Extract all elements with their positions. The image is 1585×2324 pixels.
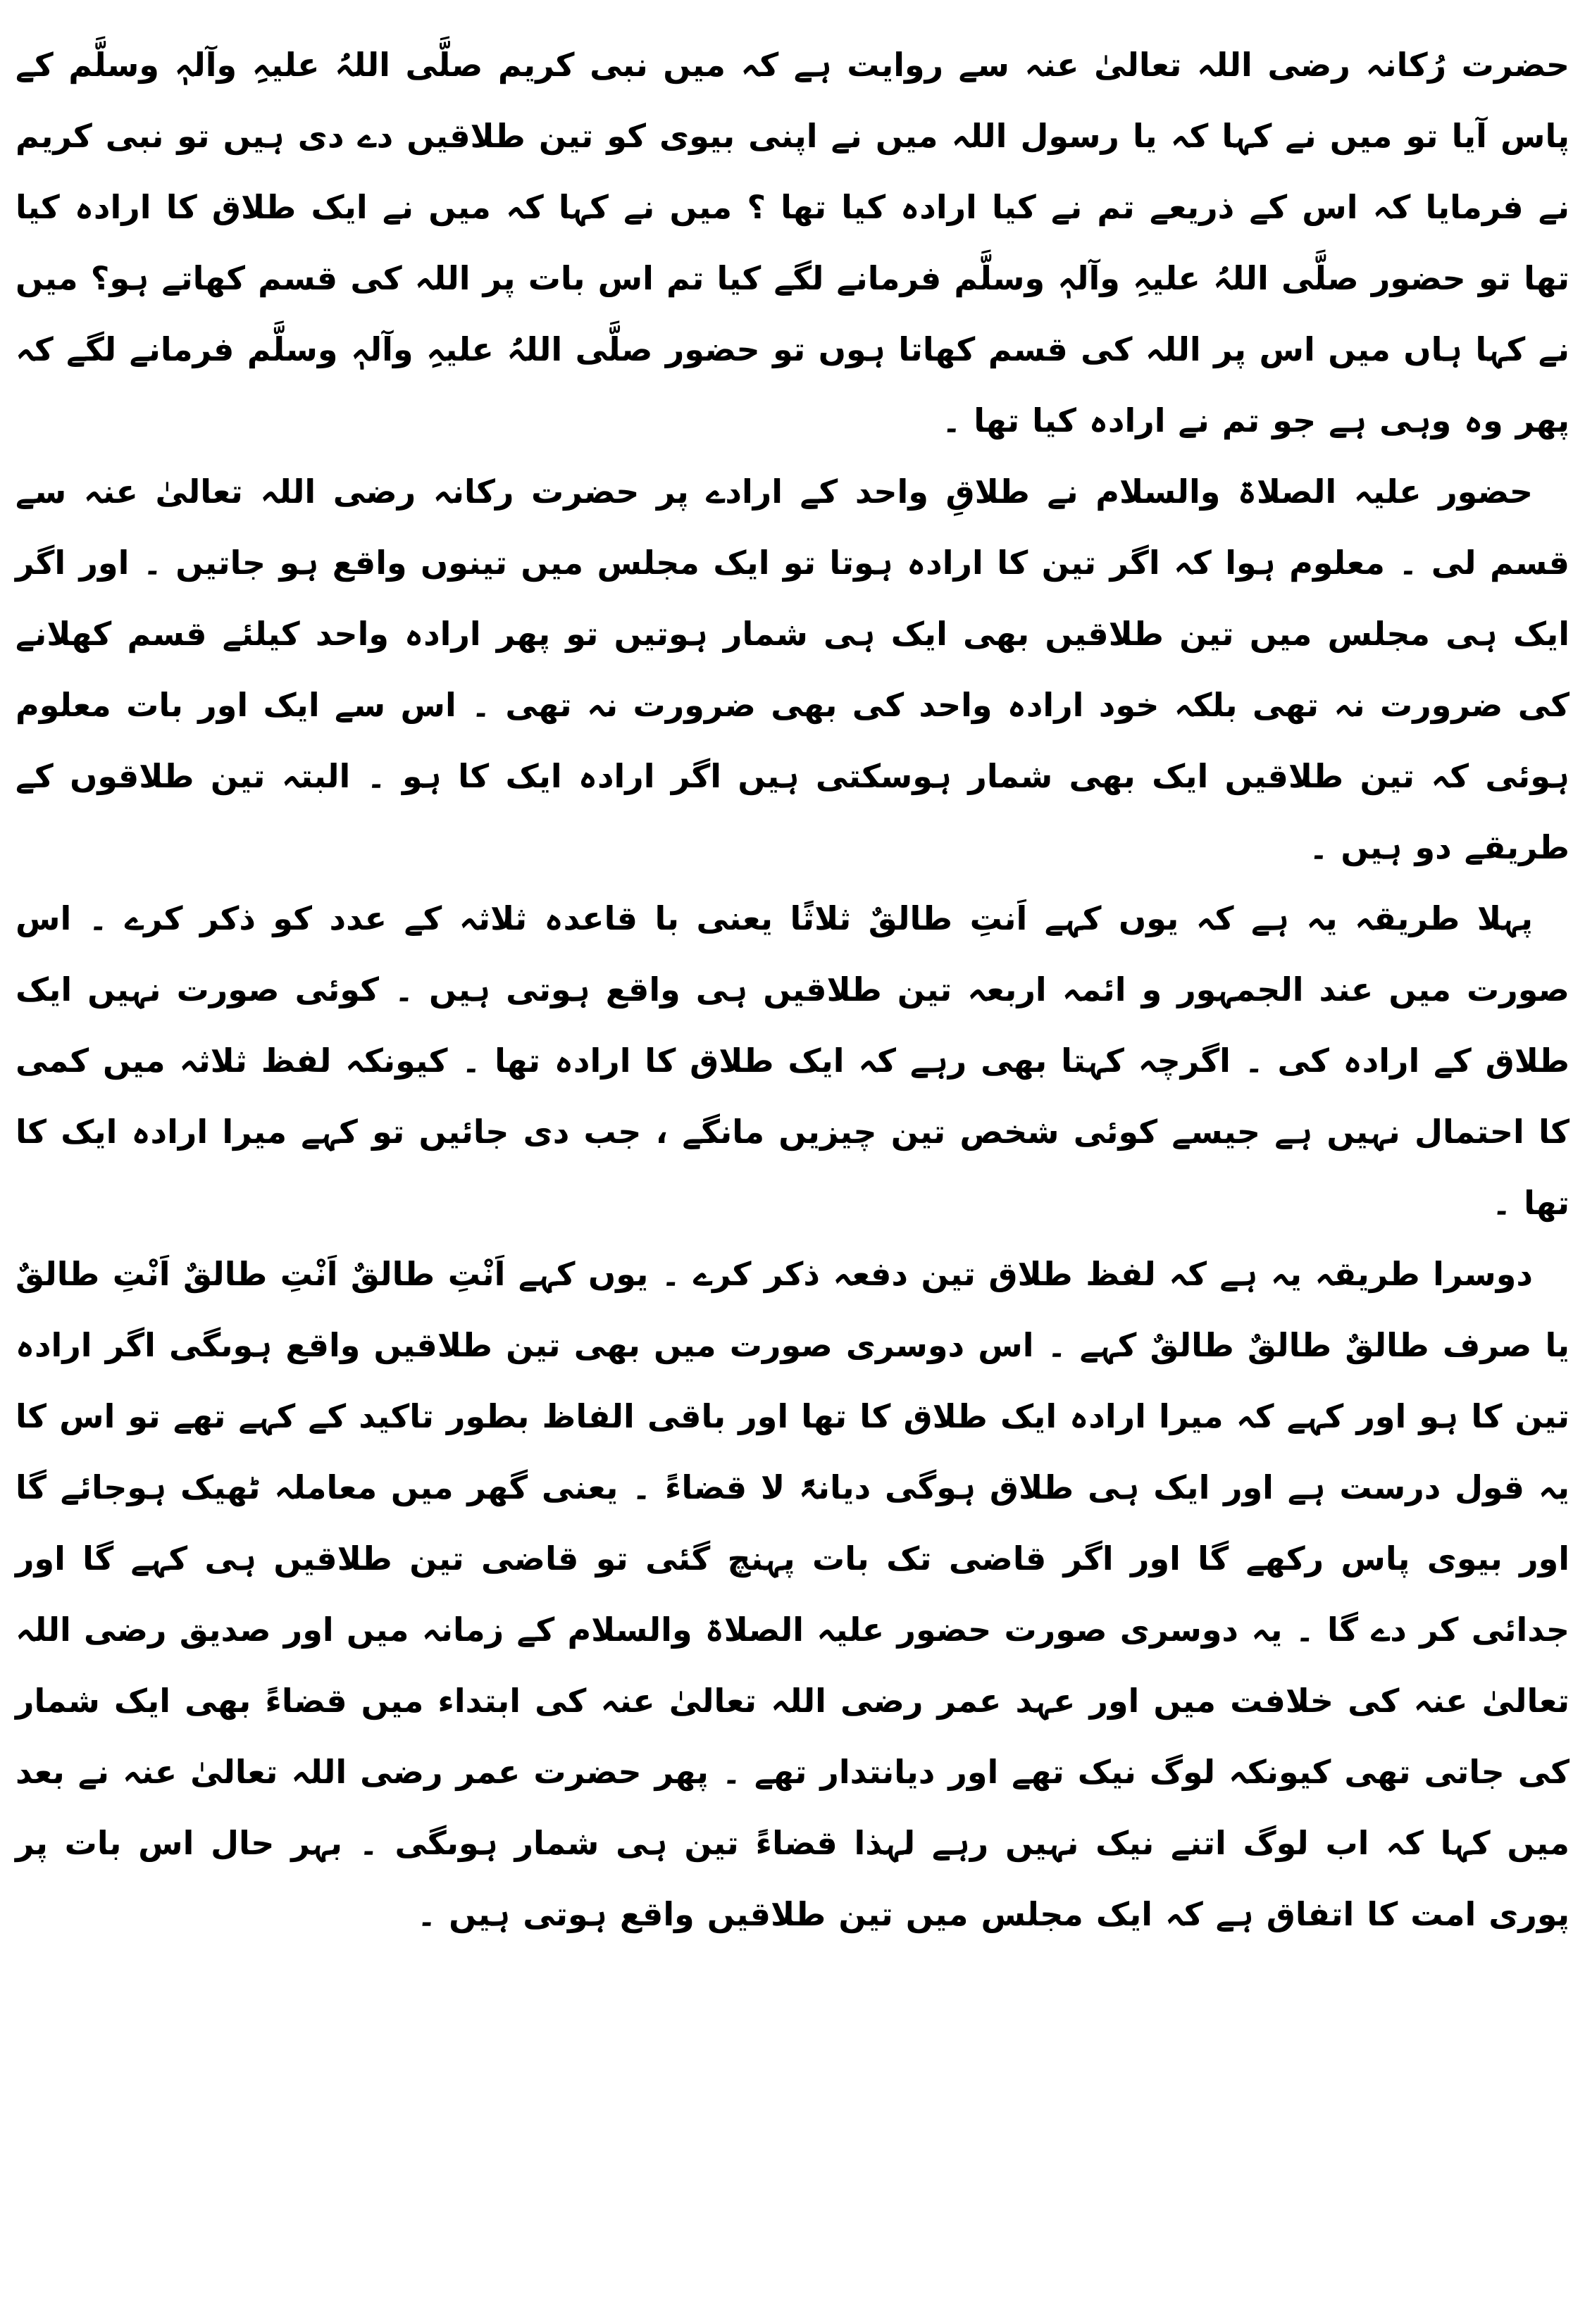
- paragraph-hadith-narration: حضرت رُکانہ رضی اللہ تعالیٰ عنہ سے روایت ہے کہ میں نبی کریم صلَّی اللہُ علیہِ وآلہٖ وسلَّم کے پاس آیا تو میں نے کہا کہ یا رسول اللہ میں نے اپنی بیوی کو تین طلاقیں دے دی ہیں تو نبی کریم نے فرمایا کہ اس کے ذریعے تم نے کیا ارادہ کیا تھا ؟ میں نے کہا کہ میں نے ایک طلاق کا ارادہ کیا تھا تو حضور صلَّی اللہُ علیہِ وآلہٖ وسلَّم فرمانے لگے کیا تم اس بات پر اللہ کی قسم کھاتے ہو؟ میں نے کہا ہاں میں اس پر اللہ کی قسم کھاتا ہوں تو حضور صلَّی اللہُ علیہِ وآلہٖ وسلَّم فرمانے لگے کہ پھر وہ وہی ہے جو تم نے ارادہ کیا تھا ۔: [15, 46, 1570, 439]
- paragraph-second-method: دوسرا طریقہ یہ ہے کہ لفظ طلاق تین دفعہ ذکر کرے ۔ یوں کہے اَنْتِ طالقٌ اَنْتِ طالقٌ اَنْتِ طالقٌ یا صرف طالقٌ طالقٌ طالقٌ کہے ۔ اس دوسری صورت میں بھی تین طلاقیں واقع ہوںگی اگر ارادہ تین کا ہو اور کہے کہ میرا ارادہ ایک طلاق کا تھا اور باقی الفاظ بطور تاکید کے کہے تھے تو اس کا یہ قول درست ہے اور ایک ہی طلاق ہوگی دیانۃً لا قضاءً ۔ یعنی گھر میں معاملہ ٹھیک ہوجائے گا اور بیوی پاس رکھے گا اور اگر قاضی تک بات پہنچ گئی تو قاضی تین طلاقیں ہی کہے گا اور جدائی کر دے گا ۔ یہ دوسری صورت حضور علیہ الصلاۃ والسلام کے زمانہ میں اور صدیق رضی اللہ تعالیٰ عنہ کی خلافت میں اور عہد عمر رضی اللہ تعالیٰ عنہ کی ابتداء میں قضاءً بھی ایک شمار کی جاتی تھی کیونکہ لوگ نیک تھے اور دیانتدار تھے ۔ پھر حضرت عمر رضی اللہ تعالیٰ عنہ نے بعد میں کہا کہ اب لوگ اتنے نیک نہیں رہے لہذا قضاءً تین ہی شمار ہوںگی ۔ بہر حال اس بات پر پوری امت کا اتفاق ہے کہ ایک مجلس میں تین طلاقیں واقع ہوتی ہیں ۔: [15, 1255, 1570, 1933]
- paragraph-explanation-oath: حضور علیہ الصلاۃ والسلام نے طلاقِ واحد کے ارادے پر حضرت رکانہ رضی اللہ تعالیٰ عنہ سے قسم لی ۔ معلوم ہوا کہ اگر تین کا ارادہ ہوتا تو ایک مجلس میں تینوں واقع ہو جاتیں ۔ اور اگر ایک ہی مجلس میں تین طلاقیں بھی ایک ہی شمار ہوتیں تو پھر ارادہ واحد کیلئے قسم کھلانے کی ضرورت نہ تھی بلکہ خود ارادہ واحد کی بھی ضرورت نہ تھی ۔ اس سے ایک اور بات معلوم ہوئی کہ تین طلاقیں ایک بھی شمار ہوسکتی ہیں اگر ارادہ ایک کا ہو ۔ البتہ تین طلاقوں کے طریقے دو ہیں ۔: [15, 473, 1570, 866]
- paragraph-first-method: پہلا طریقہ یہ ہے کہ یوں کہے اَنتِ طالقٌ ثلاثًا یعنی با قاعدہ ثلاثہ کے عدد کو ذکر کرے ۔ اس صورت میں عند الجمہور و ائمہ اربعہ تین طلاقیں ہی واقع ہوتی ہیں ۔ کوئی صورت نہیں ایک طلاق کے ارادہ کی ۔ اگرچہ کہتا بھی رہے کہ ایک طلاق کا ارادہ تھا ۔ کیونکہ لفظ ثلاثہ میں کمی کا احتمال نہیں ہے جیسے کوئی شخص تین چیزیں مانگے ، جب دی جائیں تو کہے میرا ارادہ ایک کا تھا ۔: [15, 899, 1570, 1222]
